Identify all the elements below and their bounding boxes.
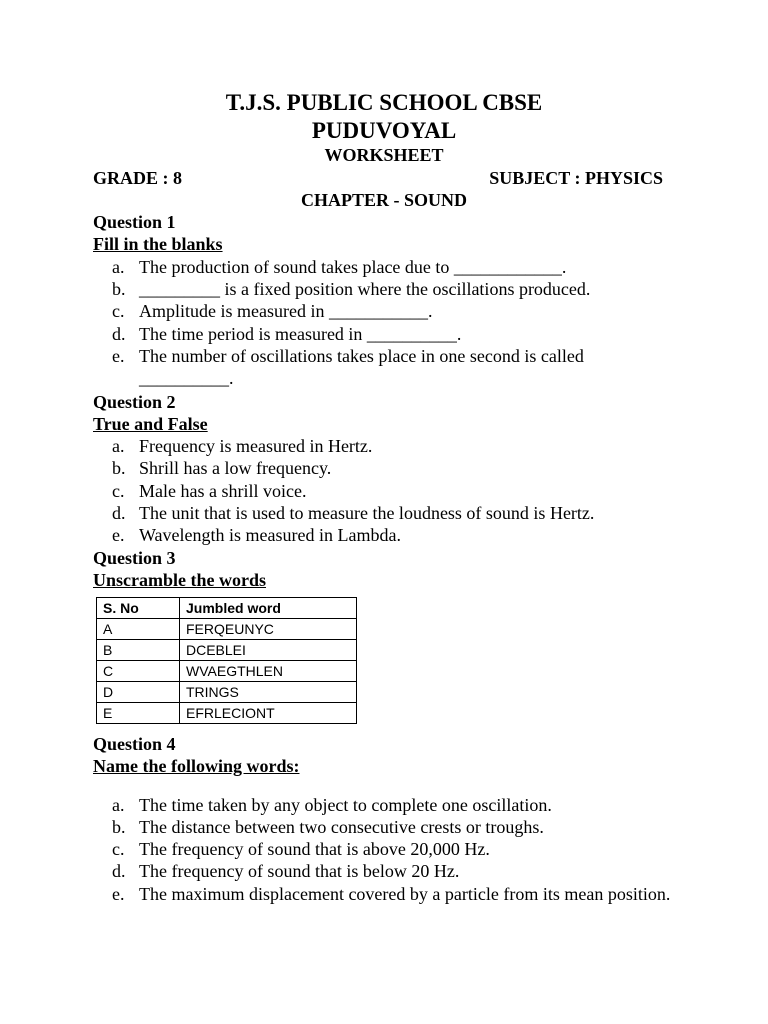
table-header-row xyxy=(97,598,357,619)
item-marker: b. xyxy=(112,279,126,299)
q4-item-d xyxy=(112,860,682,882)
doc-type: WORKSHEET xyxy=(324,145,444,165)
item-text: Amplitude is measured in ___________. xyxy=(139,301,433,321)
jumbled-word-cell: WVAEGTHLEN xyxy=(180,661,357,682)
q1-item-d xyxy=(112,323,682,345)
item-text: _________ is a fixed position where the oscillations produced. xyxy=(139,279,591,299)
q2-item-d xyxy=(112,502,682,524)
jumbled-word-cell: EFRLECIONT xyxy=(180,703,357,724)
chapter-title: CHAPTER - SOUND xyxy=(300,190,467,210)
sno-cell: E xyxy=(97,703,180,724)
q1-heading: Question 1 xyxy=(93,212,176,232)
q4-item-b xyxy=(112,816,682,838)
item-marker: c. xyxy=(112,301,125,321)
q4-heading: Question 4 xyxy=(93,734,176,754)
column-header-sno: S. No xyxy=(97,598,180,619)
q4-item-a xyxy=(112,794,682,816)
table-row xyxy=(97,619,357,640)
jumbled-word-cell: FERQEUNYC xyxy=(180,619,357,640)
jumbled-word-cell: TRINGS xyxy=(180,682,357,703)
grade-label: GRADE : 8 xyxy=(93,168,182,188)
item-text: Wavelength is measured in Lambda. xyxy=(139,525,401,545)
grade-subject-row xyxy=(93,167,663,189)
q1-item-b xyxy=(112,278,682,300)
item-text: The distance between two consecutive crests or troughs. xyxy=(139,817,544,837)
item-marker: d. xyxy=(112,861,126,881)
item-marker: a. xyxy=(112,795,125,815)
jumbled-word-cell: DCEBLEI xyxy=(180,640,357,661)
item-marker: d. xyxy=(112,324,126,344)
q2-item-e xyxy=(112,524,682,546)
school-name-line2: PUDUVOYAL xyxy=(311,118,457,143)
item-marker: d. xyxy=(112,503,126,523)
sno-cell: A xyxy=(97,619,180,640)
column-header-jumbled-word: Jumbled word xyxy=(180,598,357,619)
q1-item-e xyxy=(112,345,682,389)
q4-item-e xyxy=(112,883,682,905)
q2-item-c xyxy=(112,480,682,502)
item-text: Frequency is measured in Hertz. xyxy=(139,436,373,456)
q1-item-c xyxy=(112,300,682,322)
item-text: The number of oscillations takes place in one second is called __________. xyxy=(139,346,584,389)
subject-label: SUBJECT : PHYSICS xyxy=(489,168,663,188)
item-marker: b. xyxy=(112,817,126,837)
table-row xyxy=(97,703,357,724)
table-row xyxy=(97,640,357,661)
item-marker: e. xyxy=(112,884,125,904)
item-text: The production of sound takes place due to ____________. xyxy=(139,257,567,277)
sno-cell: B xyxy=(97,640,180,661)
q1-instruction: Fill in the blanks xyxy=(93,234,223,254)
q2-item-a xyxy=(112,435,682,457)
item-text: The time taken by any object to complete one oscillation. xyxy=(139,795,552,815)
item-text: The frequency of sound that is above 20,000 Hz. xyxy=(139,839,490,859)
q4-instruction: Name the following words: xyxy=(93,756,300,776)
table-row xyxy=(97,661,357,682)
item-marker: c. xyxy=(112,481,125,501)
q2-item-b xyxy=(112,457,682,479)
q1-item-a xyxy=(112,256,682,278)
q2-instruction: True and False xyxy=(93,414,208,434)
item-marker: a. xyxy=(112,257,125,277)
school-name-line1: T.J.S. PUBLIC SCHOOL CBSE xyxy=(225,90,543,115)
item-marker: b. xyxy=(112,458,126,478)
q4-item-c xyxy=(112,838,682,860)
q3-heading: Question 3 xyxy=(93,548,176,568)
item-text: The frequency of sound that is below 20 Hz. xyxy=(139,861,460,881)
jumbled-words-table xyxy=(96,597,357,724)
sno-cell: C xyxy=(97,661,180,682)
item-marker: e. xyxy=(112,525,125,545)
table-row xyxy=(97,682,357,703)
sno-cell: D xyxy=(97,682,180,703)
item-marker: e. xyxy=(112,346,125,366)
item-marker: a. xyxy=(112,436,125,456)
q2-heading: Question 2 xyxy=(93,392,176,412)
item-text: Male has a shrill voice. xyxy=(139,481,307,501)
item-text: The maximum displacement covered by a particle from its mean position. xyxy=(139,884,671,904)
item-marker: c. xyxy=(112,839,125,859)
item-text: The time period is measured in __________. xyxy=(139,324,462,344)
item-text: Shrill has a low frequency. xyxy=(139,458,332,478)
item-text: The unit that is used to measure the loudness of sound is Hertz. xyxy=(139,503,595,523)
q3-instruction: Unscramble the words xyxy=(93,570,266,590)
